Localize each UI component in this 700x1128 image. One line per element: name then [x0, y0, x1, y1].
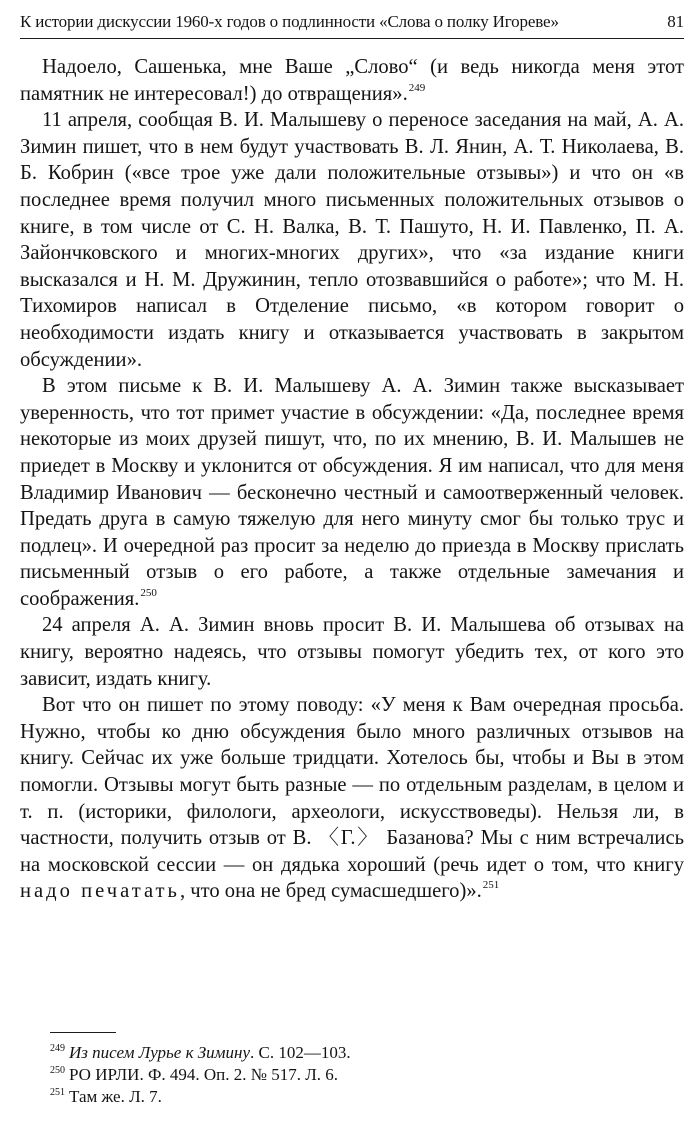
footnote-number: 249	[50, 1043, 65, 1054]
paragraph-text: В этом письме к В. И. Малышеву А. А. Зимин также высказывает уверенность, что тот примет участие в обсуждении: «Да, последнее время некоторые из моих друзей пишут, что, по их мнению, В. И. Малышев не приедет в Москву и уклонится от обсуждения. Я им написал, что для меня Владимир Иванович — бесконечно честный и самоотверженный человек. Предать друга в самую тяжелую для него минуту смог бы только трус и подлец». И очередной раз просит за неделю до приезда в Москву прислать письменный отзыв о его работе, а также отдельные замечания и соображения.	[20, 375, 684, 610]
paragraph-text-end: , что она не бред сумасшедшего)».	[179, 880, 482, 903]
footnote-ref: 249	[408, 81, 426, 94]
paragraph	[20, 373, 684, 612]
page-number: 81	[667, 12, 684, 31]
footnote	[50, 1042, 680, 1064]
footnote	[50, 1086, 680, 1108]
footnote-source-title: Из писем Лурье к Зимину	[69, 1043, 251, 1062]
header-divider	[20, 38, 684, 39]
main-text	[20, 54, 684, 905]
running-head	[20, 12, 684, 36]
footnote-text: РО ИРЛИ. Ф. 494. Оп. 2. № 517. Л. 6.	[69, 1065, 339, 1084]
book-page	[20, 0, 684, 1128]
paragraph-text: Вот что он пишет по этому поводу: «У меня к Вам очередная просьба. Нужно, чтобы ко дню обсуждения было много различных отзывов на книгу. Сейчас их уже больше тридцати. Хотелось бы, чтобы и Вы в этом помогли. Отзывы могут быть разные — по отдельным разделам, в целом и т. п. (историки, филологи, археологи, искусствоведы). Нельзя ли, в частности, получить отзыв от В. 〈Г.〉 Базанова? Мы с ним встречались на московской сессии — он дядька хороший (речь идет о том, что книгу	[20, 694, 684, 876]
spaced-emphasis: надо печатать	[20, 880, 180, 903]
paragraph	[20, 612, 684, 692]
footnote-divider	[50, 1032, 116, 1033]
footnote-ref: 251	[482, 879, 500, 892]
paragraph-text: 11 апреля, сообщая В. И. Малышеву о переносе заседания на май, А. А. Зимин пишет, что в нем будут участвовать В. Л. Янин, А. Т. Николаева, В. Б. Кобрин («все трое уже дали положительные отзывы») и что он «в последнее время получил много письменных положительных отзывов о книге, в том числе от С. Н. Валка, В. Т. Пашуто, Н. И. Павленко, П. А. Зайончковского и многих-многих других», что «за издание книги высказался и Н. М. Дружинин, тепло отозвавшийся о работе»; что М. Н. Тихомиров написал в Отделение письмо, «в котором говорит о необходимости издать книгу и отказывается участвовать в закрытом обсуждении».	[20, 109, 684, 371]
paragraph-continuation	[20, 54, 684, 107]
footnote	[50, 1064, 680, 1086]
running-head-title: К истории дискуссии 1960-х годов о подлинности «Слова о полку Игореве»	[20, 12, 559, 31]
footnote-ref: 250	[140, 586, 157, 599]
footnotes	[50, 1042, 680, 1108]
paragraph	[20, 692, 684, 905]
paragraph	[20, 107, 684, 373]
footnote-text: Там же. Л. 7.	[69, 1087, 162, 1106]
footnote-number: 251	[50, 1087, 65, 1098]
footnote-number: 250	[50, 1065, 65, 1076]
footnote-text: . С. 102—103.	[250, 1043, 351, 1062]
paragraph-text: Надоело, Сашенька, мне Ваше „Слово“ (и ведь никогда меня этот памятник не интересовал!) до отвращения».	[20, 56, 684, 105]
paragraph-text: 24 апреля А. А. Зимин вновь просит В. И. Малышева об отзывах на книгу, вероятно надеясь, что отзывы помогут убедить тех, от кого это зависит, издать книгу.	[20, 614, 684, 690]
